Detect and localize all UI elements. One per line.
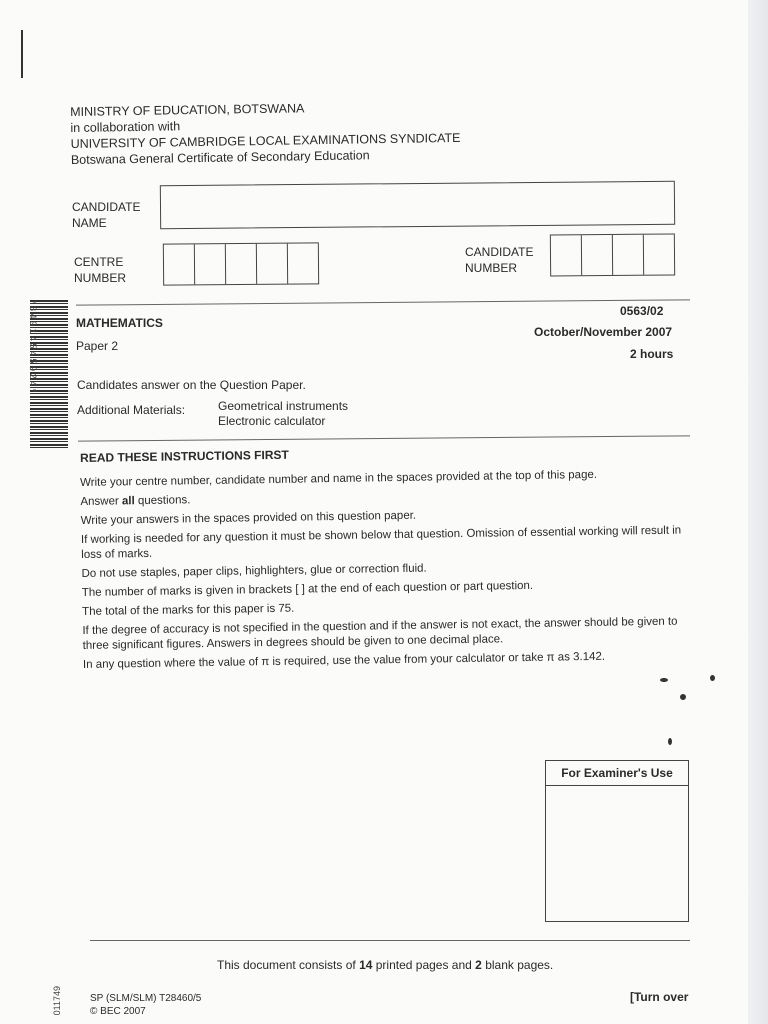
ink-speck bbox=[660, 678, 668, 682]
examiner-use-box bbox=[545, 760, 689, 922]
candidate-number-cell[interactable] bbox=[551, 235, 582, 275]
instruction-item: If working is needed for any question it must be shown below that question. Omission of essential working will result in loss of marks. bbox=[80, 524, 682, 561]
instruction-item: The total of the marks for this paper is 75. bbox=[82, 602, 295, 618]
side-code: 011749 bbox=[52, 986, 62, 1016]
answer-note: Candidates answer on the Question Paper. bbox=[77, 378, 306, 392]
candidate-number-cell[interactable] bbox=[613, 235, 644, 275]
materials-list bbox=[218, 399, 348, 429]
instructions-list bbox=[80, 466, 693, 677]
paper-code: 0563/02 bbox=[620, 304, 664, 318]
scan-mark bbox=[21, 30, 23, 78]
exam-session: October/November 2007 bbox=[534, 325, 673, 339]
examiner-use-title: For Examiner's Use bbox=[546, 761, 688, 786]
ink-speck bbox=[680, 694, 686, 700]
divider bbox=[76, 299, 690, 305]
university-title: UNIVERSITY OF CAMBRIDGE LOCAL EXAMINATIONS SYNDICATE bbox=[70, 130, 461, 151]
instructions-heading: READ THESE INSTRUCTIONS FIRST bbox=[80, 447, 289, 465]
collaboration-line: in collaboration with bbox=[70, 119, 181, 135]
exam-duration: 2 hours bbox=[630, 347, 674, 361]
ink-speck bbox=[668, 738, 672, 745]
candidate-name-field[interactable] bbox=[160, 181, 675, 229]
certificate-title: Botswana General Certificate of Secondary Education bbox=[70, 148, 370, 167]
footer-divider bbox=[90, 940, 690, 941]
footer-reference: SP (SLM/SLM) T28460/5 © BEC 2007 bbox=[90, 993, 202, 1017]
header-block bbox=[70, 98, 461, 168]
ministry-title: MINISTRY OF EDUCATION, BOTSWANA bbox=[70, 101, 305, 119]
candidate-number-label: CANDIDATE NUMBER bbox=[465, 245, 534, 275]
centre-number-cell[interactable] bbox=[195, 244, 226, 284]
candidate-number-field[interactable] bbox=[550, 233, 675, 276]
instruction-item: In any question where the value of π is required, use the value from your calculator or take π as 3.142. bbox=[82, 650, 606, 671]
candidate-number-cell[interactable] bbox=[582, 235, 613, 275]
barcode-digits: * 8 4 9 1 4 5 4 5 9 2 4 * bbox=[28, 300, 38, 393]
instruction-item: If the degree of accuracy is not specified in the question and if the answer is not exact, the answer should be given to three significant figures. Answers in degrees should be given to one decimal place. bbox=[82, 615, 678, 652]
centre-number-cell[interactable] bbox=[164, 244, 195, 284]
instruction-item: Write your centre number, candidate number and name in the spaces provided at the top of this page. bbox=[80, 468, 598, 489]
subject-title: MATHEMATICS bbox=[76, 316, 163, 330]
centre-number-field[interactable] bbox=[163, 242, 319, 285]
material-item: Electronic calculator bbox=[218, 414, 326, 428]
material-item: Geometrical instruments bbox=[218, 399, 349, 413]
candidate-name-label: CANDIDATE NAME bbox=[72, 200, 141, 230]
instruction-item: Write your answers in the spaces provided on this question paper. bbox=[80, 509, 417, 527]
instruction-item: The number of marks is given in brackets [ ] at the end of each question or part question. bbox=[81, 579, 534, 599]
scan-edge-shadow bbox=[748, 0, 768, 1024]
centre-number-cell[interactable] bbox=[288, 243, 318, 283]
turn-over-note: [Turn over bbox=[630, 990, 689, 1004]
instruction-item: Answer all questions. bbox=[80, 494, 191, 508]
centre-number-label: CENTRE NUMBER bbox=[74, 255, 127, 285]
ink-speck bbox=[710, 675, 715, 681]
page-count-note: This document consists of 14 printed pages and 2 blank pages. bbox=[217, 958, 554, 972]
paper-number: Paper 2 bbox=[76, 339, 119, 353]
centre-number-cell[interactable] bbox=[257, 244, 288, 284]
instruction-item: Do not use staples, paper clips, highlighters, glue or correction fluid. bbox=[81, 562, 427, 580]
candidate-number-cell[interactable] bbox=[644, 234, 674, 274]
materials-label: Additional Materials: bbox=[77, 403, 186, 417]
divider bbox=[78, 435, 690, 441]
centre-number-cell[interactable] bbox=[226, 244, 257, 284]
